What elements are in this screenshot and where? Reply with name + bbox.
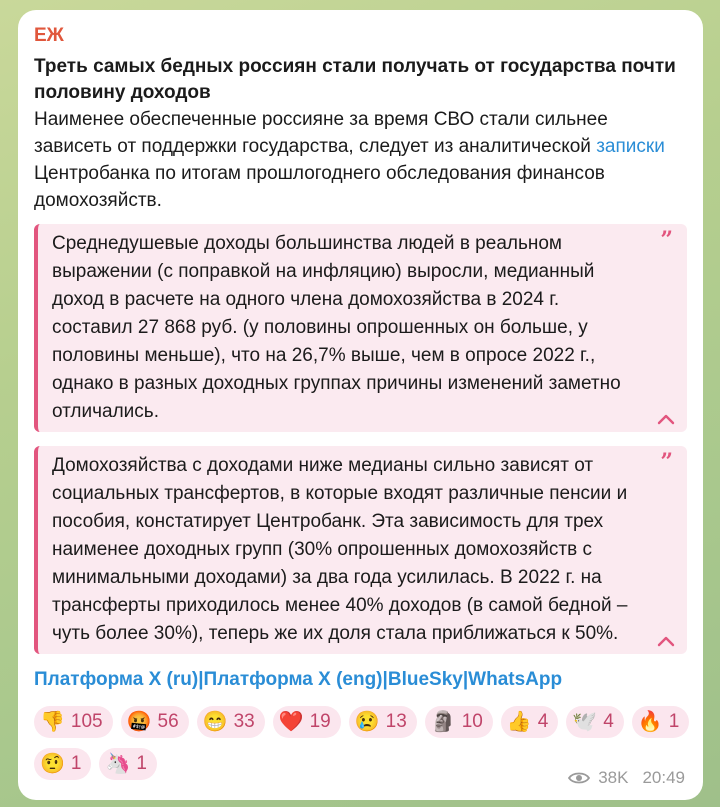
lead-text-2: Центробанка по итогам прошлогоднего обследования финансов домохозяйств. [34, 163, 605, 211]
message-meta [568, 768, 685, 788]
grinning-face-icon: 😁 [202, 711, 228, 733]
view-count: 38K [598, 768, 629, 787]
reaction-crying[interactable] [349, 706, 417, 738]
quote-mark-icon: ” [660, 449, 673, 475]
reaction-count: 10 [461, 711, 483, 732]
dove-icon: 🕊️ [572, 711, 598, 733]
reaction-cursing[interactable] [121, 706, 189, 738]
link-separator: | [198, 669, 204, 690]
fire-icon: 🔥 [637, 711, 663, 733]
channel-name[interactable]: ЕЖ [34, 25, 64, 46]
reaction-count: 1 [668, 711, 680, 732]
reaction-count: 13 [385, 711, 407, 732]
reaction-count: 105 [70, 711, 103, 732]
thumbs-up-icon: 👍 [506, 711, 532, 733]
reaction-count: 4 [603, 711, 614, 732]
reaction-unicorn[interactable] [99, 748, 156, 780]
reaction-count: 4 [537, 711, 549, 732]
reaction-raised-eyebrow[interactable] [34, 748, 91, 780]
link-bluesky[interactable]: BlueSky [387, 669, 463, 690]
reaction-count: 1 [136, 753, 147, 774]
reaction-thumbs-up[interactable] [501, 706, 558, 738]
heart-icon: ❤️ [278, 711, 304, 733]
link-platform-x-ru[interactable]: Платформа X (ru) [34, 669, 199, 690]
chevron-up-icon[interactable] [655, 410, 677, 428]
reaction-moai[interactable] [425, 706, 493, 738]
quote-text: Домохозяйства с доходами ниже медианы сильно зависят от социальных трансфертов, в которые входят различные пенсии и пособия, констатирует Центробанк. Эта зависимость для трех наименее доходных групп (30% опрошенных домохозяйств с минимальными доходами) за два года усилилась. В 2022 г. на трансферты приходилось менее 40% доходов (в самой бедной – чуть более 30%), теперь же их доля стала приближаться к 50%. [52, 455, 628, 644]
reaction-count: 1 [70, 753, 82, 774]
unicorn-icon: 🦄 [105, 753, 131, 775]
quote-mark-icon: ” [660, 227, 673, 253]
link-separator: | [382, 669, 388, 690]
eye-icon [568, 771, 590, 785]
link-platform-x-eng[interactable]: Платформа X (eng) [203, 669, 383, 690]
lead-link[interactable]: записки [596, 136, 665, 157]
quote-block-1 [34, 224, 687, 432]
reaction-count: 33 [233, 711, 255, 732]
lead-text-1: Наименее обеспеченные россияне за время СВО стали сильнее зависеть от поддержки государства, следует из аналитической [34, 109, 608, 157]
quote-block-2 [34, 446, 687, 654]
reaction-thumbs-down[interactable] [34, 706, 113, 738]
reaction-count: 56 [157, 711, 179, 732]
link-separator: | [462, 669, 469, 690]
post-lead [34, 106, 687, 214]
reaction-fire[interactable] [632, 706, 689, 738]
message-bubble [18, 10, 703, 800]
link-whatsapp[interactable]: WhatsApp [468, 669, 563, 690]
reaction-grinning[interactable] [197, 706, 265, 738]
message-time: 20:49 [642, 768, 685, 787]
chevron-up-icon[interactable] [655, 632, 677, 650]
cursing-face-icon: 🤬 [126, 711, 152, 733]
thumbs-down-icon: 👎 [40, 711, 65, 733]
moai-icon: 🗿 [430, 711, 456, 733]
footer-links [34, 668, 687, 692]
reaction-count: 19 [309, 711, 331, 732]
reaction-dove[interactable] [566, 706, 623, 738]
raised-eyebrow-face-icon: 🤨 [40, 753, 65, 775]
post-title: Треть самых бедных россиян стали получать от государства почти половину доходов [34, 56, 676, 103]
crying-face-icon: 😢 [354, 711, 380, 733]
quote-text: Среднедушевые доходы большинства людей в реальном выражении (с поправкой на инфляцию) выросли, медианный доход в расчете на одного члена домохозяйства в 2024 г. составил 27 868 руб. (у половины опрошенных он больше, у половины меньше), что на 26,7% выше, чем в опросе 2022 г., однако в разных доходных группах причины изменений заметно отличались. [52, 233, 621, 422]
reaction-heart[interactable] [273, 706, 341, 738]
